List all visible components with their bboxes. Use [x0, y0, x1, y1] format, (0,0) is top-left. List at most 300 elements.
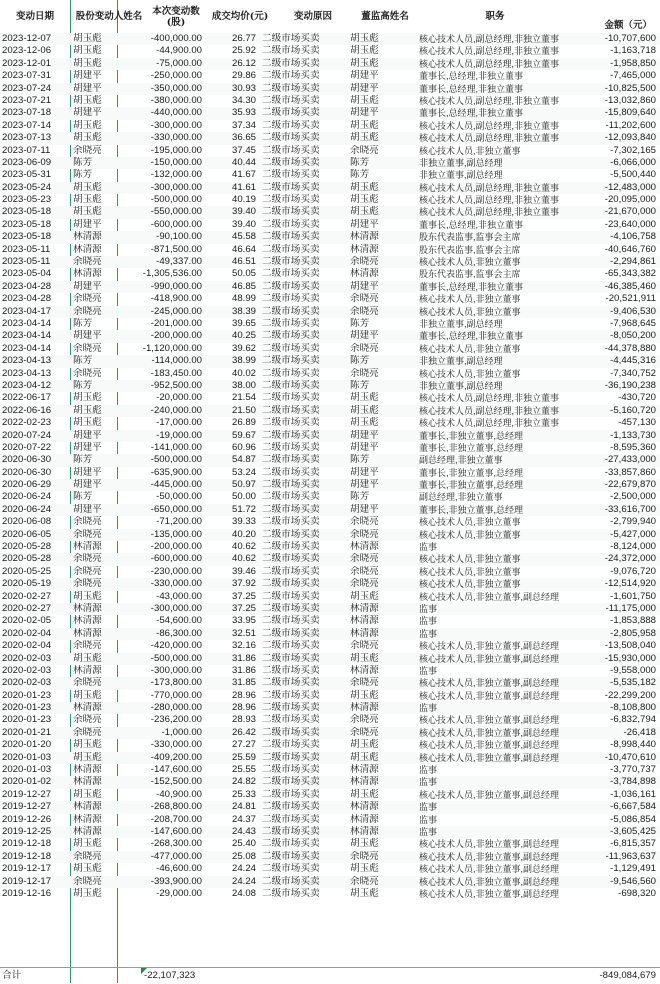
cell-name[interactable]: 陈芳 — [73, 169, 93, 181]
cell-date[interactable]: 2023-04-28 — [2, 293, 52, 305]
cell-shares[interactable]: -330,000.00 — [150, 578, 202, 590]
cell-reason[interactable]: 二级市场买卖 — [262, 144, 320, 156]
cell-reason[interactable]: 二级市场买卖 — [262, 330, 320, 342]
cell-title[interactable]: 董事长,总经理,非独立董事 — [419, 281, 524, 292]
cell-reason[interactable]: 二级市场买卖 — [262, 243, 320, 255]
cell-price[interactable]: 28.96 — [231, 689, 256, 701]
cell-shares[interactable]: -29,000.00 — [156, 887, 202, 899]
cell-reason[interactable]: 二级市场买卖 — [262, 342, 320, 354]
cell-date[interactable]: 2019-12-17 — [2, 863, 52, 875]
cell-shares[interactable]: -236,200.00 — [150, 714, 202, 726]
cell-amount[interactable]: -46,385,460 — [604, 280, 656, 292]
cell-date[interactable]: 2023-05-18 — [2, 218, 52, 230]
cell-reason[interactable]: 二级市场买卖 — [262, 355, 320, 367]
cell-reason[interactable]: 二级市场买卖 — [262, 218, 320, 230]
cell-shares[interactable]: -952,500.00 — [150, 379, 202, 391]
cell-price[interactable]: 25.40 — [231, 838, 256, 850]
cell-title[interactable]: 监事 — [419, 777, 438, 788]
cell-title[interactable]: 副总经理,非独立董事 — [419, 455, 503, 466]
cell-price[interactable]: 40.20 — [231, 528, 256, 540]
cell-name[interactable]: 胡建平 — [73, 218, 102, 230]
cell-shares[interactable]: -90,100.00 — [156, 231, 202, 243]
cell-reason[interactable]: 二级市场买卖 — [262, 45, 320, 57]
cell-person[interactable]: 余晓亮 — [350, 516, 379, 528]
cell-shares[interactable]: -71,200.00 — [156, 516, 202, 528]
cell-shares[interactable]: -208,700.00 — [150, 813, 202, 825]
cell-reason[interactable]: 二级市场买卖 — [262, 640, 320, 652]
cell-price[interactable]: 48.99 — [231, 293, 256, 305]
cell-title[interactable]: 核心技术人员,非独立董事,副总经理 — [419, 727, 560, 738]
cell-price[interactable]: 31.86 — [231, 652, 256, 664]
cell-reason[interactable]: 二级市场买卖 — [262, 850, 320, 862]
cell-amount[interactable]: -26,418 — [623, 726, 656, 738]
cell-person[interactable]: 林清源 — [350, 231, 379, 243]
cell-reason[interactable]: 二级市场买卖 — [262, 541, 320, 553]
cell-date[interactable]: 2020-02-27 — [2, 602, 52, 614]
cell-reason[interactable]: 二级市场买卖 — [262, 652, 320, 664]
cell-title[interactable]: 核心技术人员,非独立董事,副总经理 — [419, 591, 560, 602]
cell-date[interactable]: 2020-07-22 — [2, 441, 52, 453]
cell-name[interactable]: 林清源 — [73, 813, 102, 825]
cell-title[interactable]: 监事 — [419, 542, 438, 553]
cell-name[interactable]: 胡玉彪 — [73, 57, 102, 69]
cell-name[interactable]: 胡玉彪 — [73, 739, 102, 751]
cell-shares[interactable]: -770,000.00 — [150, 689, 202, 701]
cell-shares[interactable]: -150,000.00 — [150, 156, 202, 168]
cell-person[interactable]: 胡玉彪 — [350, 57, 379, 69]
cell-shares[interactable]: -135,000.00 — [150, 528, 202, 540]
cell-name[interactable]: 余晓亮 — [73, 256, 102, 268]
cell-shares[interactable]: -195,000.00 — [150, 144, 202, 156]
cell-date[interactable]: 2023-07-11 — [2, 144, 51, 156]
cell-date[interactable]: 2023-12-01 — [2, 57, 52, 69]
cell-reason[interactable]: 二级市场买卖 — [262, 565, 320, 577]
cell-title[interactable]: 核心技术人员,非独立董事 — [419, 145, 521, 156]
cell-date[interactable]: 2020-06-30 — [2, 466, 52, 478]
cell-reason[interactable]: 二级市场买卖 — [262, 466, 320, 478]
cell-amount[interactable]: -10,470,610 — [604, 751, 656, 763]
cell-amount[interactable]: -3,784,898 — [610, 776, 656, 788]
cell-title[interactable]: 董事长,非独立董事,总经理 — [419, 430, 524, 441]
cell-person[interactable]: 胡玉彪 — [350, 751, 379, 763]
cell-price[interactable]: 53.24 — [231, 466, 256, 478]
cell-title[interactable]: 核心技术人员,副总经理,非独立董事 — [419, 405, 560, 416]
cell-name[interactable]: 胡玉彪 — [73, 194, 102, 206]
cell-name[interactable]: 胡建平 — [73, 82, 102, 94]
cell-title[interactable]: 核心技术人员,非独立董事,副总经理 — [419, 888, 560, 899]
cell-name[interactable]: 余晓亮 — [73, 367, 102, 379]
cell-name[interactable]: 胡建平 — [73, 479, 102, 491]
cell-amount[interactable]: -3,770,737 — [610, 764, 656, 776]
cell-name[interactable]: 陈芳 — [73, 379, 93, 391]
cell-person[interactable]: 余晓亮 — [350, 293, 379, 305]
cell-reason[interactable]: 二级市场买卖 — [262, 280, 320, 292]
cell-date[interactable]: 2019-12-17 — [2, 875, 52, 887]
cell-person[interactable]: 余晓亮 — [350, 553, 379, 565]
cell-title[interactable]: 副总经理,非独立董事 — [419, 492, 503, 503]
cell-price[interactable]: 41.61 — [231, 181, 256, 193]
cell-name[interactable]: 胡玉彪 — [73, 652, 102, 664]
cell-price[interactable]: 34.30 — [231, 94, 256, 106]
cell-reason[interactable]: 二级市场买卖 — [262, 875, 320, 887]
cell-reason[interactable]: 二级市场买卖 — [262, 516, 320, 528]
cell-shares[interactable]: -393,900.00 — [150, 875, 202, 887]
cell-amount[interactable]: -20,521,911 — [605, 293, 656, 305]
cell-price[interactable]: 60.96 — [231, 441, 256, 453]
cell-shares[interactable]: -330,000.00 — [150, 132, 202, 144]
cell-date[interactable]: 2020-02-03 — [2, 664, 52, 676]
cell-reason[interactable]: 二级市场买卖 — [262, 379, 320, 391]
cell-title[interactable]: 核心技术人员,非独立董事,副总经理 — [419, 851, 560, 862]
cell-amount[interactable]: -11,202,600 — [605, 119, 656, 131]
cell-person[interactable]: 林清源 — [350, 268, 379, 280]
cell-shares[interactable]: -300,000.00 — [150, 181, 202, 193]
total-label[interactable]: 合计 — [2, 970, 22, 981]
cell-name[interactable]: 胡玉彪 — [73, 94, 102, 106]
cell-title[interactable]: 董事长,非独立董事,总经理 — [419, 442, 524, 453]
cell-shares[interactable]: -132,000.00 — [150, 169, 202, 181]
cell-amount[interactable]: -23,640,000 — [604, 218, 656, 230]
cell-price[interactable]: 24.08 — [231, 887, 256, 899]
cell-reason[interactable]: 二级市场买卖 — [262, 479, 320, 491]
cell-shares[interactable]: -173,800.00 — [150, 677, 202, 689]
cell-reason[interactable]: 二级市场买卖 — [262, 107, 320, 119]
cell-shares[interactable]: -54,600.00 — [156, 615, 202, 627]
cell-person[interactable]: 胡玉彪 — [350, 119, 379, 131]
cell-date[interactable]: 2023-04-14 — [2, 342, 52, 354]
cell-shares[interactable]: -1,120,000.00 — [142, 342, 202, 354]
cell-date[interactable]: 2023-05-18 — [2, 206, 52, 218]
cell-reason[interactable]: 二级市场买卖 — [262, 231, 320, 243]
cell-person[interactable]: 胡玉彪 — [350, 652, 379, 664]
cell-date[interactable]: 2020-01-03 — [2, 751, 52, 763]
cell-amount[interactable]: -1,601,750 — [610, 590, 656, 602]
cell-date[interactable]: 2020-01-23 — [2, 714, 52, 726]
cell-title[interactable]: 董事长,总经理,非独立董事 — [419, 108, 524, 119]
cell-person[interactable]: 余晓亮 — [350, 875, 379, 887]
cell-amount[interactable]: -5,427,000 — [610, 528, 656, 540]
cell-price[interactable]: 39.33 — [231, 516, 256, 528]
cell-date[interactable]: 2023-07-21 — [2, 94, 52, 106]
cell-person[interactable]: 胡建平 — [350, 218, 379, 230]
cell-title[interactable]: 董事长,总经理,非独立董事 — [419, 83, 524, 94]
cell-shares[interactable]: -230,000.00 — [150, 565, 202, 577]
cell-name[interactable]: 余晓亮 — [73, 714, 102, 726]
cell-price[interactable]: 28.93 — [231, 714, 256, 726]
cell-price[interactable]: 39.62 — [231, 342, 256, 354]
cell-title[interactable]: 非独立董事,副总经理 — [419, 356, 503, 367]
cell-amount[interactable]: -457,130 — [618, 417, 656, 429]
cell-name[interactable]: 余晓亮 — [73, 342, 102, 354]
cell-person[interactable]: 陈芳 — [350, 379, 370, 391]
cell-price[interactable]: 46.64 — [231, 243, 256, 255]
cell-title[interactable]: 核心技术人员,非独立董事,副总经理 — [419, 864, 560, 875]
cell-name[interactable]: 胡玉彪 — [73, 206, 102, 218]
cell-reason[interactable]: 二级市场买卖 — [262, 404, 320, 416]
cell-shares[interactable]: -147,600.00 — [150, 764, 202, 776]
cell-person[interactable]: 余晓亮 — [350, 342, 379, 354]
cell-date[interactable]: 2023-04-14 — [2, 317, 52, 329]
cell-person[interactable]: 胡玉彪 — [350, 206, 379, 218]
cell-name[interactable]: 余晓亮 — [73, 516, 102, 528]
cell-name[interactable]: 胡玉彪 — [73, 404, 102, 416]
cell-price[interactable]: 27.27 — [231, 739, 256, 751]
cell-date[interactable]: 2020-06-30 — [2, 454, 52, 466]
cell-person[interactable]: 胡玉彪 — [350, 838, 379, 850]
cell-name[interactable]: 余晓亮 — [73, 578, 102, 590]
cell-price[interactable]: 41.67 — [231, 169, 256, 181]
cell-reason[interactable]: 二级市场买卖 — [262, 788, 320, 800]
cell-title[interactable]: 监事 — [419, 765, 438, 776]
cell-person[interactable]: 胡建平 — [350, 429, 379, 441]
cell-price[interactable]: 24.82 — [231, 776, 256, 788]
cell-reason[interactable]: 二级市场买卖 — [262, 392, 320, 404]
cell-title[interactable]: 股东代表监事,监事会主席 — [419, 269, 521, 280]
cell-reason[interactable]: 二级市场买卖 — [262, 739, 320, 751]
cell-person[interactable]: 林清源 — [350, 826, 379, 837]
cell-amount[interactable]: -15,809,640 — [604, 107, 656, 119]
cell-title[interactable]: 核心技术人员,非独立董事 — [419, 343, 521, 354]
cell-amount[interactable]: -12,483,000 — [604, 181, 656, 193]
cell-name[interactable]: 胡玉彪 — [73, 590, 102, 602]
cell-price[interactable]: 46.85 — [231, 280, 256, 292]
header-amount[interactable]: 金额（元） — [604, 20, 652, 31]
cell-name[interactable]: 胡建平 — [73, 503, 102, 515]
cell-reason[interactable]: 二级市场买卖 — [262, 367, 320, 379]
cell-reason[interactable]: 二级市场买卖 — [262, 677, 320, 689]
cell-shares[interactable]: -600,000.00 — [150, 218, 202, 230]
cell-amount[interactable]: -2,799,940 — [610, 516, 656, 528]
cell-name[interactable]: 林清源 — [73, 541, 102, 553]
cell-amount[interactable]: -2,805,958 — [610, 627, 656, 639]
cell-person[interactable]: 胡建平 — [350, 330, 379, 342]
cell-date[interactable]: 2023-05-11 — [2, 243, 51, 255]
cell-date[interactable]: 2020-02-04 — [2, 627, 52, 639]
cell-name[interactable]: 林清源 — [73, 627, 102, 639]
cell-reason[interactable]: 二级市场买卖 — [262, 119, 320, 131]
cell-name[interactable]: 胡建平 — [73, 441, 102, 453]
cell-reason[interactable]: 二级市场买卖 — [262, 689, 320, 701]
cell-date[interactable]: 2020-01-23 — [2, 702, 52, 714]
cell-person[interactable]: 林清源 — [350, 615, 379, 627]
cell-shares[interactable]: -400,000.00 — [150, 33, 202, 44]
cell-person[interactable]: 陈芳 — [350, 156, 370, 168]
cell-name[interactable]: 林清源 — [73, 602, 102, 614]
cell-reason[interactable]: 二级市场买卖 — [262, 441, 320, 453]
cell-reason[interactable]: 二级市场买卖 — [262, 578, 320, 590]
cell-reason[interactable]: 二级市场买卖 — [262, 702, 320, 714]
cell-person[interactable]: 胡玉彪 — [350, 132, 379, 144]
cell-person[interactable]: 林清源 — [350, 243, 379, 255]
cell-date[interactable]: 2019-12-16 — [2, 887, 52, 899]
cell-name[interactable]: 胡玉彪 — [73, 119, 102, 131]
cell-amount[interactable]: -13,032,860 — [604, 94, 656, 106]
cell-shares[interactable]: -350,000.00 — [150, 82, 202, 94]
cell-amount[interactable]: -12,514,920 — [604, 578, 656, 590]
cell-title[interactable]: 核心技术人员,非独立董事 — [419, 566, 521, 577]
cell-date[interactable]: 2023-07-24 — [2, 82, 52, 94]
cell-shares[interactable]: -43,000.00 — [156, 590, 202, 602]
cell-price[interactable]: 25.55 — [231, 764, 256, 776]
cell-date[interactable]: 2023-05-31 — [2, 169, 52, 181]
cell-title[interactable]: 董事长,非独立董事,总经理 — [419, 480, 524, 491]
cell-title[interactable]: 核心技术人员,非独立董事 — [419, 529, 521, 540]
cell-person[interactable]: 胡建平 — [350, 441, 379, 453]
cell-amount[interactable]: -6,815,357 — [610, 838, 656, 850]
cell-name[interactable]: 陈芳 — [73, 454, 93, 466]
cell-shares[interactable]: -650,000.00 — [150, 503, 202, 515]
cell-shares[interactable]: -201,000.00 — [150, 317, 202, 329]
cell-person[interactable]: 林清源 — [350, 764, 379, 776]
cell-person[interactable]: 余晓亮 — [350, 565, 379, 577]
cell-title[interactable]: 核心技术人员,非独立董事 — [419, 368, 521, 379]
cell-price[interactable]: 37.25 — [231, 602, 256, 614]
cell-shares[interactable]: -300,000.00 — [150, 664, 202, 676]
cell-shares[interactable]: -418,900.00 — [150, 293, 202, 305]
cell-price[interactable]: 38.00 — [231, 379, 256, 391]
cell-amount[interactable]: -5,086,854 — [610, 813, 656, 825]
cell-person[interactable]: 胡玉彪 — [350, 94, 379, 106]
total-shares[interactable]: -22,107,323 — [144, 970, 196, 981]
cell-date[interactable]: 2023-12-07 — [2, 33, 52, 44]
cell-person[interactable]: 林清源 — [350, 702, 379, 714]
cell-amount[interactable]: -2,500,000 — [610, 491, 656, 503]
header-person[interactable]: 董监高姓名 — [361, 11, 409, 22]
cell-shares[interactable]: -245,000.00 — [150, 305, 202, 317]
cell-shares[interactable]: -200,000.00 — [150, 330, 202, 342]
cell-price[interactable]: 24.81 — [231, 801, 256, 813]
cell-date[interactable]: 2022-06-17 — [2, 392, 52, 404]
cell-title[interactable]: 核心技术人员,非独立董事,副总经理 — [419, 690, 560, 701]
cell-price[interactable]: 35.93 — [231, 107, 256, 119]
cell-title[interactable]: 非独立董事,副总经理 — [419, 380, 503, 391]
cell-date[interactable]: 2019-12-18 — [2, 850, 52, 862]
cell-person[interactable]: 胡玉彪 — [350, 194, 379, 206]
cell-price[interactable]: 37.92 — [231, 578, 256, 590]
cell-amount[interactable]: -11,175,000 — [605, 602, 656, 614]
cell-title[interactable]: 核心技术人员,副总经理,非独立董事 — [419, 95, 560, 106]
cell-person[interactable]: 陈芳 — [350, 355, 370, 367]
cell-reason[interactable]: 二级市场买卖 — [262, 776, 320, 788]
cell-price[interactable]: 37.45 — [231, 144, 256, 156]
cell-name[interactable]: 余晓亮 — [73, 144, 102, 156]
cell-name[interactable]: 林清源 — [73, 664, 102, 676]
cell-name[interactable]: 余晓亮 — [73, 875, 102, 887]
cell-amount[interactable]: -8,050,200 — [610, 330, 656, 342]
cell-reason[interactable]: 二级市场买卖 — [262, 528, 320, 540]
cell-reason[interactable]: 二级市场买卖 — [262, 181, 320, 193]
cell-price[interactable]: 32.16 — [231, 640, 256, 652]
cell-title[interactable]: 核心技术人员,副总经理,非独立董事 — [419, 418, 560, 429]
cell-date[interactable]: 2023-05-18 — [2, 231, 52, 243]
cell-name[interactable]: 胡玉彪 — [73, 887, 102, 899]
cell-date[interactable]: 2020-01-20 — [2, 739, 52, 751]
cell-date[interactable]: 2020-07-24 — [2, 429, 52, 441]
cell-title[interactable]: 核心技术人员,副总经理,非独立董事 — [419, 393, 560, 404]
cell-amount[interactable]: -7,302,165 — [610, 144, 656, 156]
cell-shares[interactable]: -200,000.00 — [150, 541, 202, 553]
cell-name[interactable]: 胡建平 — [73, 70, 102, 82]
cell-reason[interactable]: 二级市场买卖 — [262, 801, 320, 813]
cell-shares[interactable]: -268,300.00 — [150, 838, 202, 850]
cell-date[interactable]: 2020-06-24 — [2, 503, 52, 515]
cell-title[interactable]: 非独立董事,副总经理 — [419, 170, 503, 181]
cell-title[interactable]: 核心技术人员,副总经理,非独立董事 — [419, 182, 560, 193]
cell-shares[interactable]: -46,600.00 — [156, 863, 202, 875]
cell-name[interactable]: 余晓亮 — [73, 305, 102, 317]
cell-shares[interactable]: -440,000.00 — [150, 107, 202, 119]
cell-reason[interactable]: 二级市场买卖 — [262, 627, 320, 639]
cell-price[interactable]: 40.25 — [231, 330, 256, 342]
cell-price[interactable]: 24.37 — [231, 813, 256, 825]
cell-reason[interactable]: 二级市场买卖 — [262, 169, 320, 181]
cell-reason[interactable]: 二级市场买卖 — [262, 615, 320, 627]
cell-amount[interactable]: -65,343,382 — [604, 268, 656, 280]
cell-person[interactable]: 余晓亮 — [350, 528, 379, 540]
cell-person[interactable]: 林清源 — [350, 627, 379, 639]
cell-reason[interactable]: 二级市场买卖 — [262, 863, 320, 875]
cell-reason[interactable]: 二级市场买卖 — [262, 751, 320, 763]
cell-date[interactable]: 2020-06-24 — [2, 491, 52, 503]
cell-reason[interactable]: 二级市场买卖 — [262, 156, 320, 168]
cell-title[interactable]: 核心技术人员,非独立董事,副总经理 — [419, 789, 560, 800]
cell-date[interactable]: 2020-06-08 — [2, 516, 52, 528]
cell-shares[interactable]: -1,000.00 — [161, 726, 202, 738]
cell-date[interactable]: 2019-12-26 — [2, 813, 52, 825]
cell-name[interactable]: 余晓亮 — [73, 528, 102, 540]
cell-title[interactable]: 核心技术人员,副总经理,非独立董事 — [419, 58, 560, 69]
cell-title[interactable]: 核心技术人员,非独立董事 — [419, 257, 521, 268]
cell-name[interactable]: 胡玉彪 — [73, 751, 102, 763]
cell-title[interactable]: 核心技术人员,副总经理,非独立董事 — [419, 34, 560, 44]
cell-person[interactable]: 林清源 — [350, 602, 379, 614]
cell-person[interactable]: 胡玉彪 — [350, 417, 379, 429]
cell-person[interactable]: 胡玉彪 — [350, 863, 379, 875]
cell-person[interactable]: 陈芳 — [350, 491, 370, 503]
cell-person[interactable]: 余晓亮 — [350, 578, 379, 590]
cell-date[interactable]: 2023-04-13 — [2, 355, 52, 367]
cell-amount[interactable]: -8,124,000 — [610, 541, 656, 553]
cell-name[interactable]: 余晓亮 — [73, 677, 102, 689]
cell-person[interactable]: 余晓亮 — [350, 850, 379, 862]
cell-date[interactable]: 2023-07-14 — [2, 119, 52, 131]
cell-amount[interactable]: -22,679,870 — [604, 479, 656, 491]
cell-price[interactable]: 36.65 — [231, 132, 256, 144]
cell-price[interactable]: 26.89 — [231, 417, 256, 429]
cell-amount[interactable]: -1,036,161 — [610, 788, 656, 800]
cell-reason[interactable]: 二级市场买卖 — [262, 194, 320, 206]
cell-person[interactable]: 林清源 — [350, 813, 379, 825]
cell-shares[interactable]: -280,000.00 — [150, 702, 202, 714]
cell-price[interactable]: 50.05 — [231, 268, 256, 280]
cell-name[interactable]: 林清源 — [73, 243, 102, 255]
cell-price[interactable]: 39.40 — [231, 206, 256, 218]
cell-name[interactable]: 胡建平 — [73, 280, 102, 292]
cell-name[interactable]: 陈芳 — [73, 156, 93, 168]
cell-price[interactable]: 40.62 — [231, 541, 256, 553]
cell-date[interactable]: 2020-02-05 — [2, 615, 52, 627]
cell-date[interactable]: 2020-01-23 — [2, 689, 52, 701]
cell-reason[interactable]: 二级市场买卖 — [262, 293, 320, 305]
cell-date[interactable]: 2023-07-13 — [2, 132, 52, 144]
cell-price[interactable]: 32.51 — [231, 627, 256, 639]
cell-name[interactable]: 林清源 — [73, 615, 102, 627]
cell-price[interactable]: 31.86 — [231, 664, 256, 676]
cell-reason[interactable]: 二级市场买卖 — [262, 553, 320, 565]
cell-price[interactable]: 21.50 — [231, 404, 256, 416]
cell-title[interactable]: 监事 — [419, 616, 438, 627]
cell-date[interactable]: 2020-05-25 — [2, 565, 52, 577]
